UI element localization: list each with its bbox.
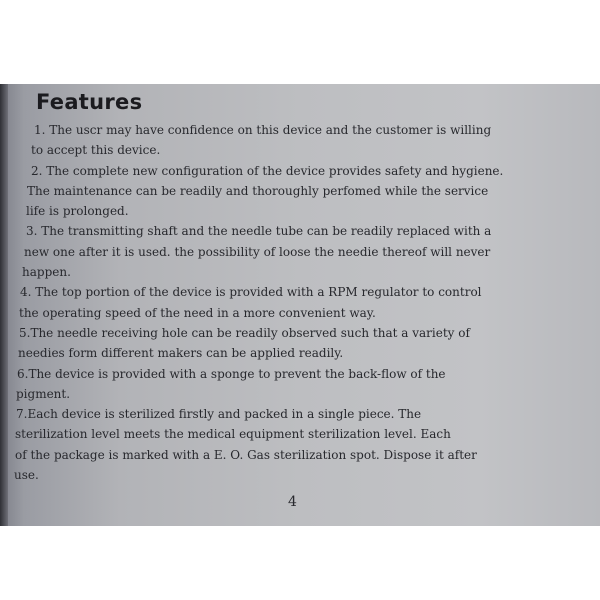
text-line: 3. The transmitting shaft and the needle tube can be readily replaced with a xyxy=(26,224,492,239)
text-line: needies form different makers can be applied readily. xyxy=(18,346,344,361)
text-line: new one after it is used. the possibility of loose the needie thereof will never xyxy=(24,244,491,259)
text-line: sterilization level meets the medical equipment sterilization level. Each xyxy=(15,427,451,442)
text-line: 2. The complete new configuration of the device provides safety and hygiene. xyxy=(31,163,504,178)
text-line: 4. The top portion of the device is provided with a RPM regulator to control xyxy=(20,285,482,300)
page-shadow-edge xyxy=(0,84,8,526)
document-page xyxy=(0,84,600,526)
text-line: The maintenance can be readily and thoroughly perfomed while the service xyxy=(27,183,489,198)
text-line: to accept this device. xyxy=(31,143,161,158)
text-line: happen. xyxy=(22,265,71,280)
text-line: of the package is marked with a E. O. Gas sterilization spot. Dispose it after xyxy=(15,447,477,462)
text-line: life is prolonged. xyxy=(26,204,129,219)
text-line: 1. The uscr may have confidence on this device and the customer is willing xyxy=(34,123,492,137)
text-line: 6.The device is provided with a sponge to prevent the back-flow of the xyxy=(17,366,446,381)
text-line: 5.The needle receiving hole can be readily observed such that a variety of xyxy=(19,325,470,340)
text-line: pigment. xyxy=(16,386,71,401)
text-line: 7.Each device is sterilized firstly and packed in a single piece. The xyxy=(16,407,422,422)
text-line: the operating speed of the need in a more convenient way. xyxy=(19,305,376,320)
text-line: use. xyxy=(14,468,39,483)
features-heading: Features xyxy=(36,90,143,114)
features-text xyxy=(14,120,589,485)
page-number: 4 xyxy=(288,494,297,510)
